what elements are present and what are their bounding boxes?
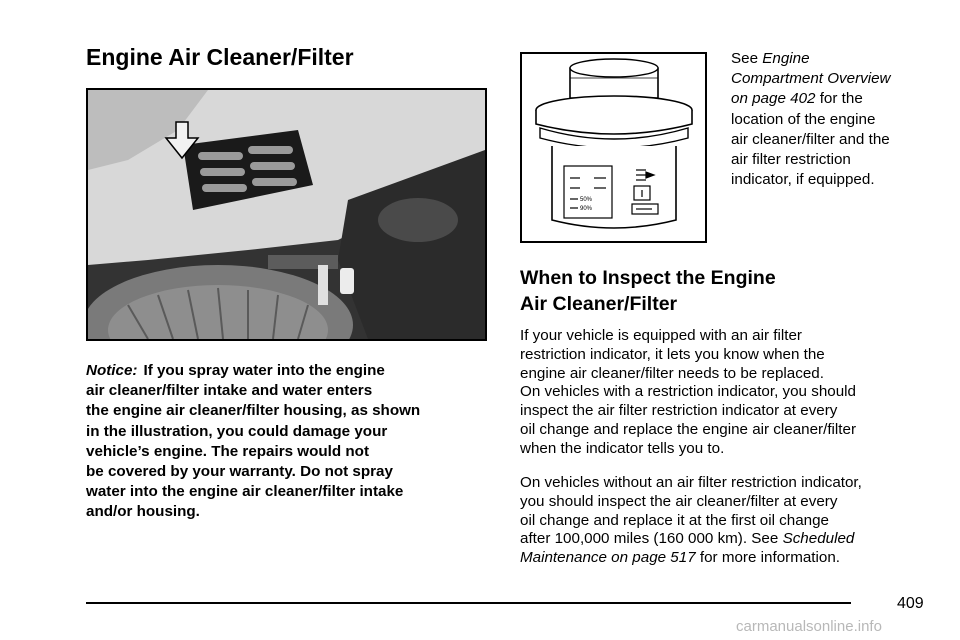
gauge-mark-50: 50% bbox=[580, 197, 593, 203]
see-line: air cleaner/filter and the bbox=[731, 130, 890, 148]
location-reference bbox=[731, 49, 931, 190]
notice-line: the engine air cleaner/filter housing, as shown bbox=[86, 402, 421, 420]
see-line: See Engine bbox=[731, 50, 810, 67]
gauge-mark-90: 90% bbox=[580, 206, 593, 212]
section-heading: When to Inspect the Engine Air Cleaner/Filter bbox=[520, 267, 776, 315]
notice-line: and/or housing. bbox=[86, 503, 200, 521]
engine-compartment-photo bbox=[86, 88, 487, 341]
engine-compartment-photo-icon bbox=[88, 90, 485, 339]
paragraph-no-indicator: On vehicles without an air filter restriction indicator, you should inspect the air cleaner/filter at every oil change and replace it at the first oil change after 100,000 miles (160 000 km). See Scheduled Maintenance on page 517 for more information. bbox=[520, 474, 862, 567]
cross-reference-link[interactable]: Scheduled bbox=[782, 530, 855, 548]
page-title: Engine Air Cleaner/Filter bbox=[86, 44, 354, 70]
cross-reference-link[interactable]: Engine bbox=[762, 50, 810, 67]
see-line: on page 402 for the bbox=[731, 90, 863, 108]
footer-rule bbox=[86, 602, 851, 604]
cross-reference-link[interactable]: Maintenance on page 517 bbox=[520, 549, 696, 567]
cross-reference-link[interactable]: on page 402 bbox=[731, 90, 816, 108]
page-number: 409 bbox=[897, 595, 924, 612]
notice-line: vehicle’s engine. The repairs would not bbox=[86, 442, 370, 460]
notice-line: in the illustration, you could damage your bbox=[86, 422, 388, 440]
cross-reference-link[interactable]: Compartment Overview bbox=[731, 70, 891, 88]
see-line: indicator, if equipped. bbox=[731, 171, 875, 189]
notice-block bbox=[86, 361, 491, 523]
notice-line: be covered by your warranty. Do not spray bbox=[86, 463, 393, 481]
restriction-indicator-diagram bbox=[520, 52, 707, 243]
notice-line: Notice: If you spray water into the engine bbox=[86, 362, 385, 379]
restriction-indicator-icon bbox=[522, 54, 705, 241]
see-line: location of the engine bbox=[731, 110, 876, 128]
watermark: carmanualsonline.info bbox=[736, 618, 882, 635]
notice-line: water into the engine air cleaner/filter intake bbox=[86, 483, 404, 501]
notice-label: Notice: bbox=[86, 362, 138, 379]
paragraph-restriction-indicator: If your vehicle is equipped with an air filter restriction indicator, it lets you know when the engine air cleaner/filter needs to be replaced. On vehicles with a restriction indicator, you should inspect the air filter restriction indicator at every oil change and replace the engine air cleaner/filter when the indicator tells you to. bbox=[520, 327, 857, 457]
see-line: air filter restriction bbox=[731, 151, 851, 169]
notice-line: air cleaner/filter intake and water enters bbox=[86, 382, 373, 400]
